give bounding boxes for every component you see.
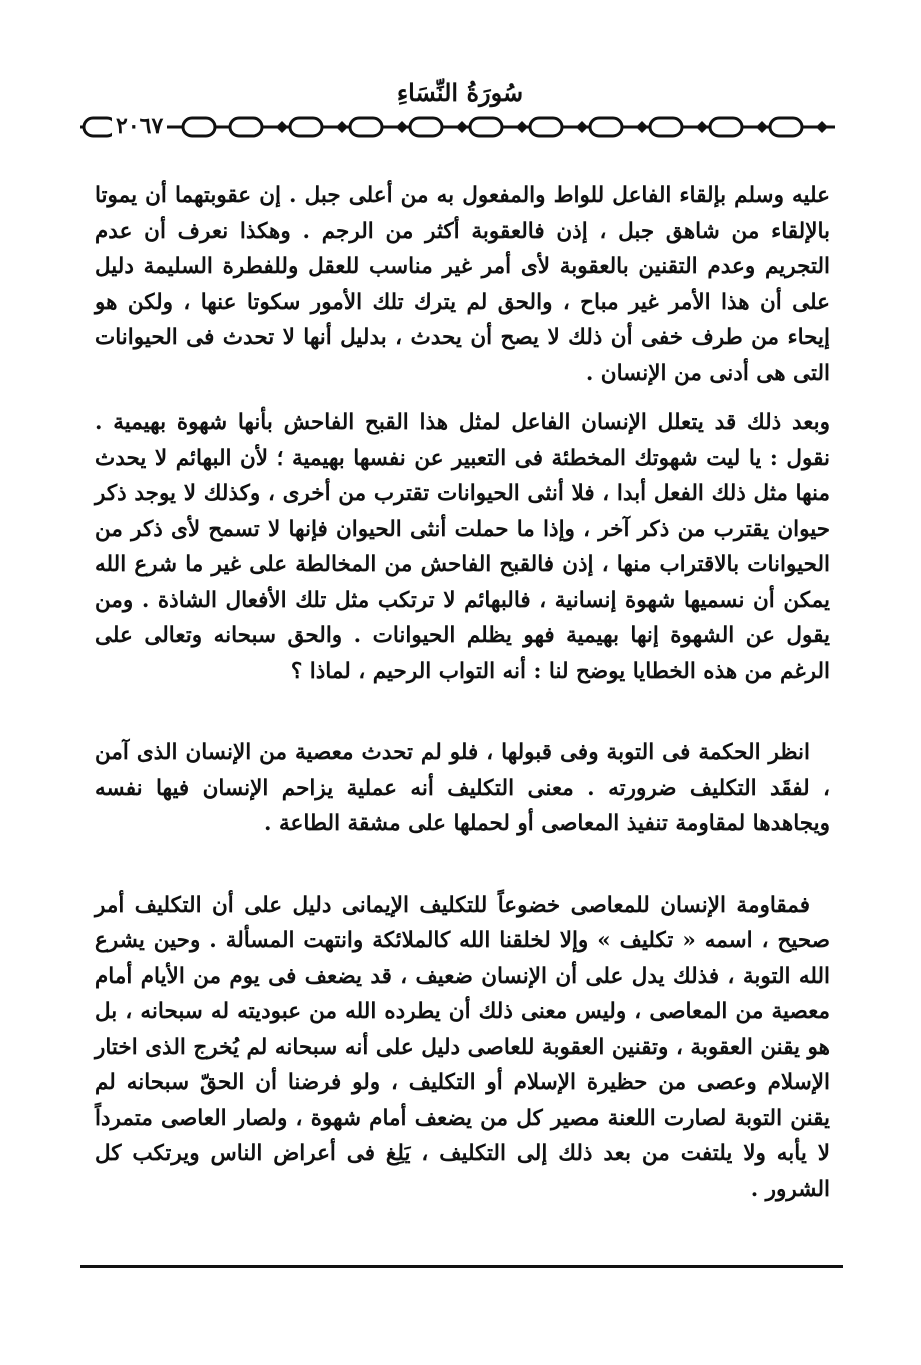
paragraph-1: عليه وسلم بإلقاء الفاعل للواط والمفعول به من أعلى جبل . إن عقوبتهما أن يموتا بالإلقاء من شاهق جبل ، إذن فالعقوبة أكثر من الرجم . وهكذا نعرف أن عدم التجريم وعدم التقنين بالعقوبة لأى أمر غير مناسب للعقل وللفطرة السليمة دليل على أن هذا الأمر غير مباح ، والحق لم يترك تلك الأمور سكوتا عنها ، ولكن هو إيحاء من طرف خفى أن ذلك لا يصح أن يحدث ، بدليل أنها لا تحدث فى الحيوانات التى هى أدنى من الإنسان .	[95, 183, 830, 386]
paragraph-2: وبعد ذلك قد يتعلل الإنسان الفاعل لمثل هذا القبح الفاحش بأنها شهوة بهيمية . نقول : يا ليت شهوتك المخطئة فى التعبير عن نفسها بهيمية ؛ لأن البهائم لا يحدث منها مثل ذلك الفعل أبدا ، فلا أنثى الحيوانات تقترب من أخرى ، وكذلك لا يوجد ذكر حيوان يقترب من ذكر آخر ، وإذا ما حملت أنثى الحيوان فإنها لا تسمح لأى ذكر من الحيوانات بالاقتراب منها ، إذن فالقبح الفاحش من المخالطة على غير ما شرع الله يمكن أن نسميها شهوة إنسانية ، فالبهائم لا ترتكب مثل تلك الأفعال الشاذة . ومن يقول عن الشهوة إنها بهيمية فهو يظلم الحيوانات . والحق سبحانه وتعالى على الرغم من هذه الخطايا يوضح لنا : أنه التواب الرحيم ، لماذا ؟	[95, 410, 830, 684]
page-number: ٢٠٦٧	[112, 113, 167, 139]
ornamental-border	[80, 114, 835, 140]
footer-rule	[80, 1265, 843, 1268]
paragraph-4: فمقاومة الإنسان للمعاصى خضوعاً للتكليف الإيمانى دليل على أن التكليف أمر صحيح ، اسمه « تكليف » وإلا لخلقنا الله كالملائكة وانتهت المسألة . وحين يشرع الله التوبة ، فذلك يدل على أن الإنسان ضعيف ، قد يضعف فى يوم من الأيام أمام معصية من المعاصى ، وليس معنى ذلك أن يطرده الله من عبوديته له سبحانه ، بل هو يقنن العقوبة ، وتقنين العقوبة للعاصى دليل على أنه سبحانه لم يُخرج الذى اختار الإسلام وعصى من حظيرة الإسلام أو التكليف ، ولو فرضنا أن الحقّ سبحانه لم يقنن التوبة لصارت اللعنة مصير كل من يضعف أمام شهوة ، ولصار العاصى متمرداً لا يأبه ولا يلتفت من بعد ذلك إلى التكليف ، يَلِغ فى أعراض الناس ويرتكب كل الشرور .	[95, 892, 830, 1202]
surah-title: سُورَةُ النِّسَاءِ	[396, 78, 524, 107]
paragraph-3: انظر الحكمة فى التوبة وفى قبولها ، فلو لم تحدث معصية من الإنسان الذى آمن ، لفقَد التكليف ضرورته . معنى التكليف أنه عملية يزاحم الإنسان فيها نفسه ويجاهدها لمقاومة تنفيذ المعاصى أو لحملها على مشقة الطاعة .	[95, 740, 830, 836]
page-body	[95, 178, 830, 1207]
